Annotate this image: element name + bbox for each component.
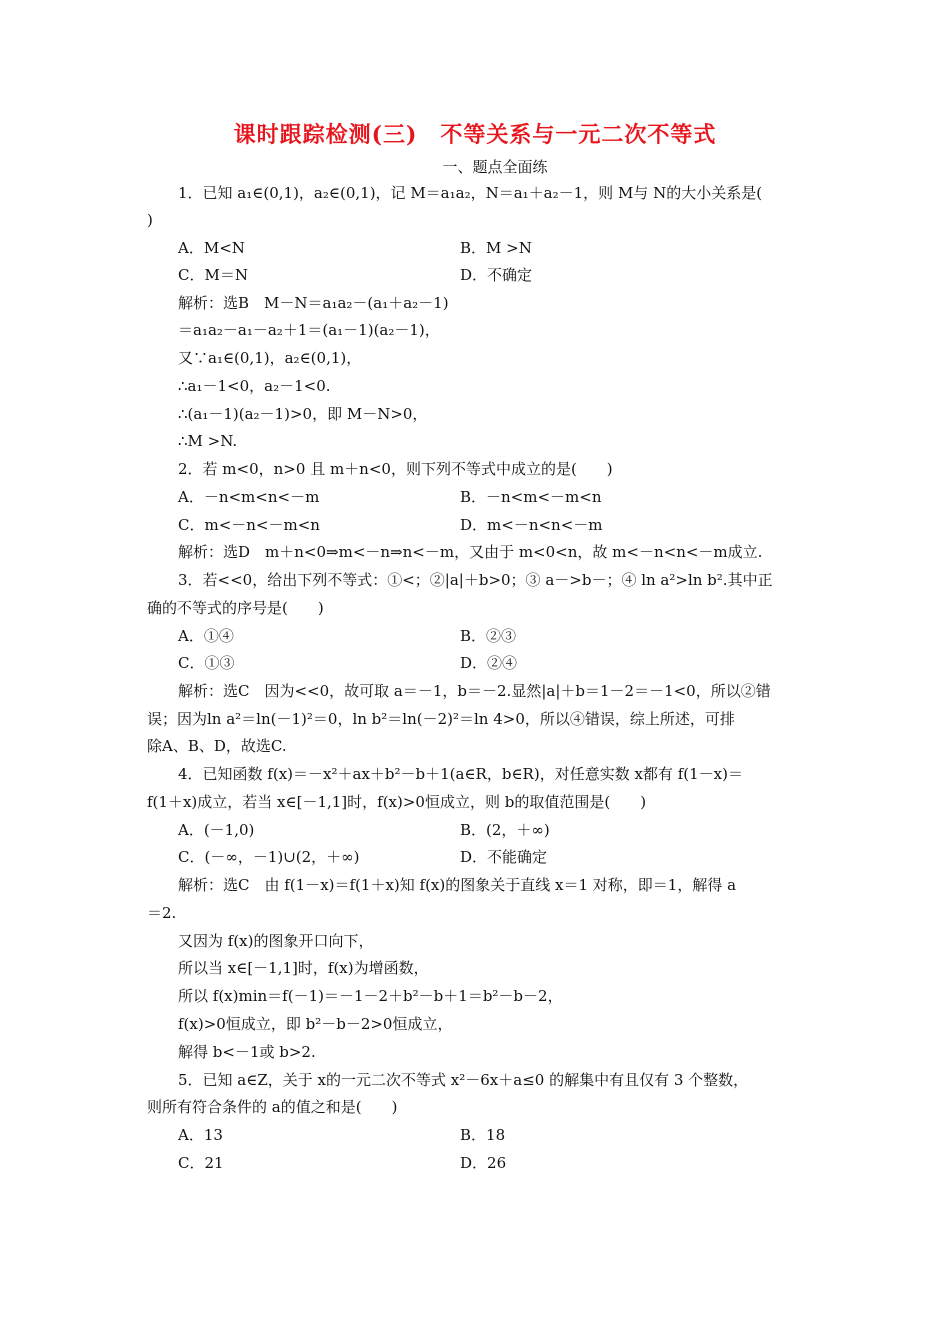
q2-solution-line: 解析：选D m＋n<0⇒m<－n⇒n<－m，又由于 m<0<n，故 m<－n<n<－m成立. (178, 543, 763, 561)
page-title: 课时跟踪检测(三) 不等关系与一元二次不等式 (233, 122, 717, 148)
question-4-stem: 4．已知函数 f(x)＝－x²＋ax＋b²－b＋1(a∈R，b∈R)，对任意实数 x都有 f(1－x)＝ (178, 765, 743, 783)
q1-option-c: C．M＝N (178, 266, 248, 284)
q4-solution-line: 所以 f(x)min＝f(－1)＝－1－2＋b²－b＋1＝b²－b－2， (178, 987, 563, 1005)
q1-solution-line: 又∵a₁∈(0,1)，a₂∈(0,1)， (178, 349, 362, 367)
q3-option-c: C．①③ (178, 654, 235, 672)
q1-option-b: B．M >N (460, 239, 532, 257)
question-3-stem-cont: 确的不等式的序号是( ) (147, 599, 324, 617)
q3-solution-line: 误；因为ln a²＝ln(－1)²＝0，ln b²＝ln(－2)²＝ln 4>0，所以④错误，综上所述，可排 (147, 710, 735, 728)
question-1-stem: 1．已知 a₁∈(0,1)，a₂∈(0,1)，记 M＝a₁a₂，N＝a₁＋a₂－1，则 M与 N的大小关系是( (178, 184, 763, 202)
q4-solution-line: 又因为 f(x)的图象开口向下， (178, 932, 374, 950)
q1-solution-line: ∴(a₁－1)(a₂－1)>0，即 M－N>0， (178, 405, 428, 423)
q3-option-a: A．①④ (178, 627, 234, 645)
question-1-stem-cont: ) (147, 211, 153, 229)
question-3-stem: 3．若<<0，给出下列不等式：①<；②|a|＋b>0；③ a－>b－；④ ln a²>ln b².其中正 (178, 571, 773, 589)
q5-option-c: C．21 (178, 1154, 224, 1172)
question-2-stem: 2．若 m<0，n>0 且 m＋n<0，则下列不等式中成立的是( ) (178, 460, 613, 478)
q2-option-c: C．m<－n<－m<n (178, 516, 320, 534)
q1-option-d: D．不确定 (460, 266, 533, 284)
q4-option-b: B．(2，＋∞) (460, 821, 550, 839)
q3-solution-line: 解析：选C 因为<<0，故可取 a＝－1，b＝－2.显然|a|＋b＝1－2＝－1<0，所以②错 (178, 682, 771, 700)
q4-solution-line: 解得 b<－1或 b>2. (178, 1043, 316, 1061)
q4-solution-line: f(x)>0恒成立，即 b²－b－2>0恒成立， (178, 1015, 453, 1033)
q5-option-a: A．13 (178, 1126, 223, 1144)
q1-solution-line: ＝a₁a₂－a₁－a₂＋1＝(a₁－1)(a₂－1)， (178, 321, 440, 339)
q4-solution-line: 解析：选C 由 f(1－x)＝f(1＋x)知 f(x)的图象关于直线 x＝1 对称，即＝1，解得 a (178, 876, 737, 894)
section-heading: 一、题点全面练 (442, 158, 548, 176)
q4-option-d: D．不能确定 (460, 848, 548, 866)
q4-option-a: A．(－1,0) (178, 821, 255, 839)
q4-option-c: C．(－∞，－1)∪(2，＋∞) (178, 848, 360, 866)
q5-option-b: B．18 (460, 1126, 506, 1144)
q2-option-d: D．m<－n<n<－m (460, 516, 603, 534)
q1-solution-line: ∴M >N. (178, 432, 238, 450)
q5-option-d: D．26 (460, 1154, 507, 1172)
q1-solution-line: ∴a₁－1<0，a₂－1<0. (178, 377, 331, 395)
q2-option-a: A．－n<m<n<－m (178, 488, 320, 506)
q3-solution-line: 除A、B、D，故选C. (147, 737, 287, 755)
q2-option-b: B．－n<m<－m<n (460, 488, 602, 506)
q1-option-a: A．M<N (178, 239, 245, 257)
q4-solution-line: ＝2. (147, 904, 177, 922)
question-5-stem-cont: 则所有符合条件的 a的值之和是( ) (147, 1098, 398, 1116)
q3-option-d: D．②④ (460, 654, 518, 672)
q3-option-b: B．②③ (460, 627, 517, 645)
q4-solution-line: 所以当 x∈[－1,1]时，f(x)为增函数， (178, 959, 429, 977)
question-4-stem-cont: f(1＋x)成立，若当 x∈[－1,1]时，f(x)>0恒成立，则 b的取值范围是( ) (147, 793, 647, 811)
question-5-stem: 5．已知 a∈Z，关于 x的一元二次不等式 x²－6x＋a≤0 的解集中有且仅有 3 个整数， (178, 1071, 749, 1089)
q1-solution-line: 解析：选B M－N＝a₁a₂－(a₁＋a₂－1) (178, 294, 449, 312)
